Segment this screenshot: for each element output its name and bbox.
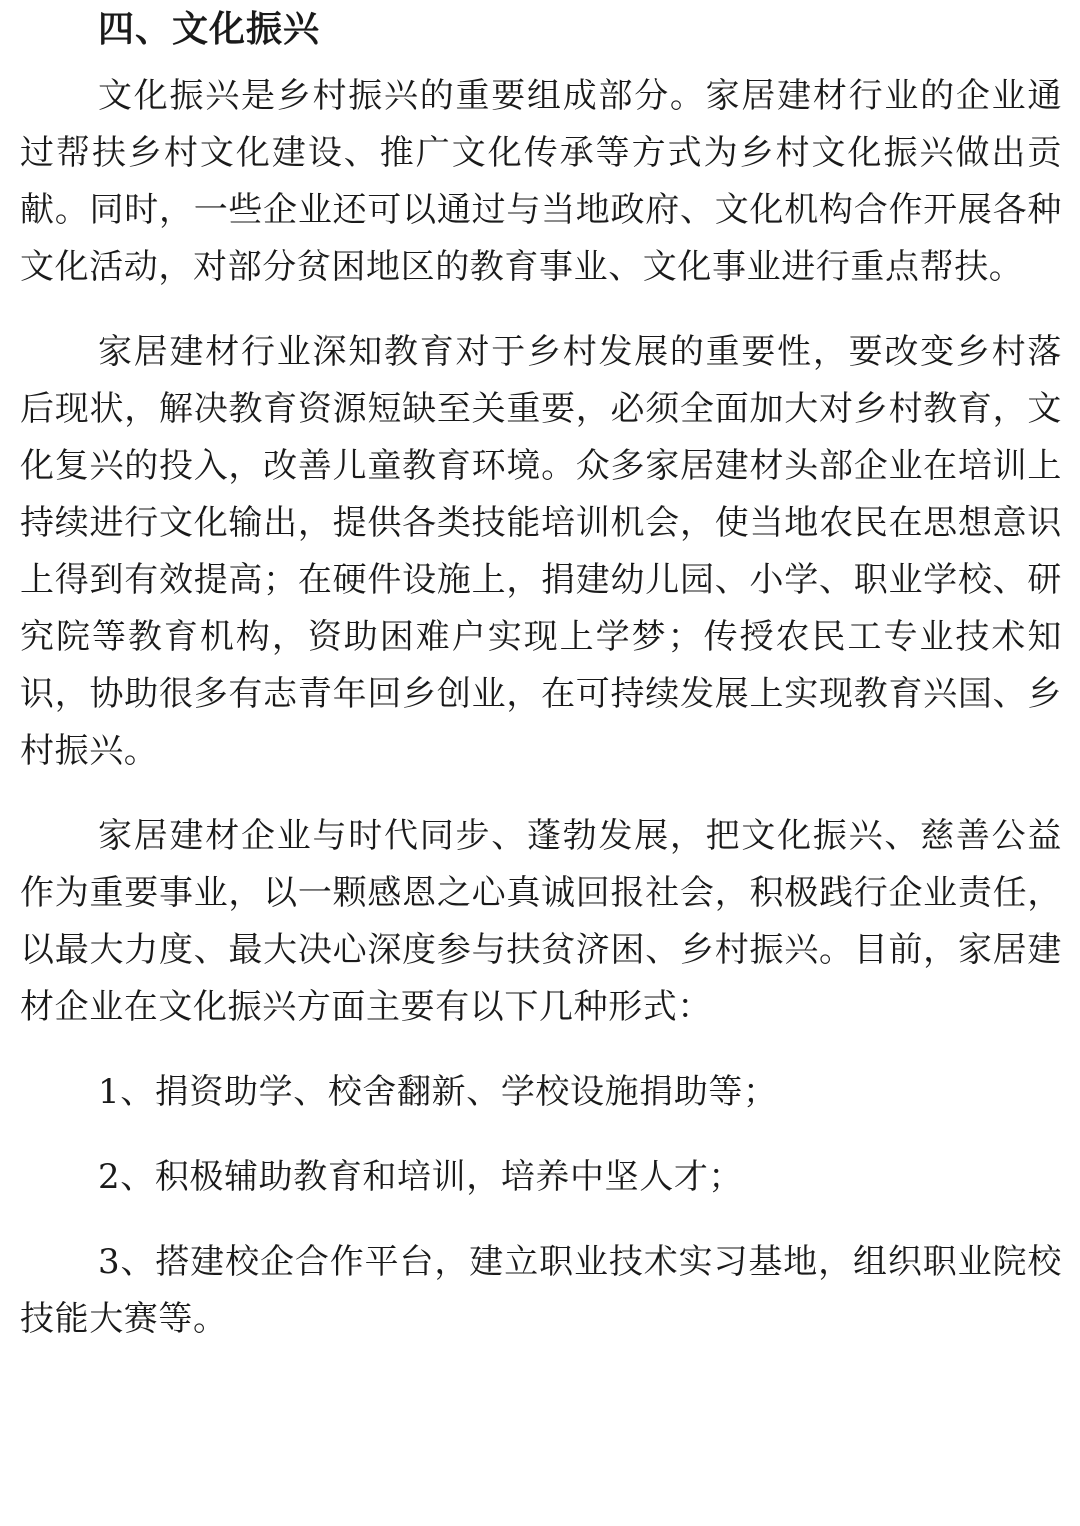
section-heading: 四、文化振兴 (98, 9, 321, 50)
paragraph-forms: 家居建材企业与时代同步、蓬勃发展，把文化振兴、慈善公益作为重要事业，以一颗感恩之心真诚回报社会，积极践行企业责任，以最大力度、最大决心深度参与扶贫济困、乡村振兴。目前，家居建材企业在文化振兴方面主要有以下几种形式： (20, 816, 1062, 1027)
document-page (20, 0, 1062, 1376)
list-item-3: 3、搭建校企合作平台，建立职业技术实习基地，组织职业院校技能大赛等。 (20, 1242, 1062, 1339)
list-item-2: 2、积极辅助教育和培训，培养中坚人才； (98, 1157, 744, 1197)
list-item-1: 1、捐资助学、校舍翻新、学校设施捐助等； (98, 1072, 778, 1112)
paragraph-culture-intro: 文化振兴是乡村振兴的重要组成部分。家居建材行业的企业通过帮扶乡村文化建设、推广文化传承等方式为乡村文化振兴做出贡献。同时，一些企业还可以通过与当地政府、文化机构合作开展各种文化活动，对部分贫困地区的教育事业、文化事业进行重点帮扶。 (20, 76, 1062, 287)
paragraph-education: 家居建材行业深知教育对于乡村发展的重要性，要改变乡村落后现状，解决教育资源短缺至关重要，必须全面加大对乡村教育，文化复兴的投入，改善儿童教育环境。众多家居建材头部企业在培训上持续进行文化输出，提供各类技能培训机会，使当地农民在思想意识上得到有效提高；在硬件设施上，捐建幼儿园、小学、职业学校、研究院等教育机构，资助困难户实现上学梦；传授农民工专业技术知识，协助很多有志青年回乡创业，在可持续发展上实现教育兴国、乡村振兴。 (20, 332, 1062, 771)
